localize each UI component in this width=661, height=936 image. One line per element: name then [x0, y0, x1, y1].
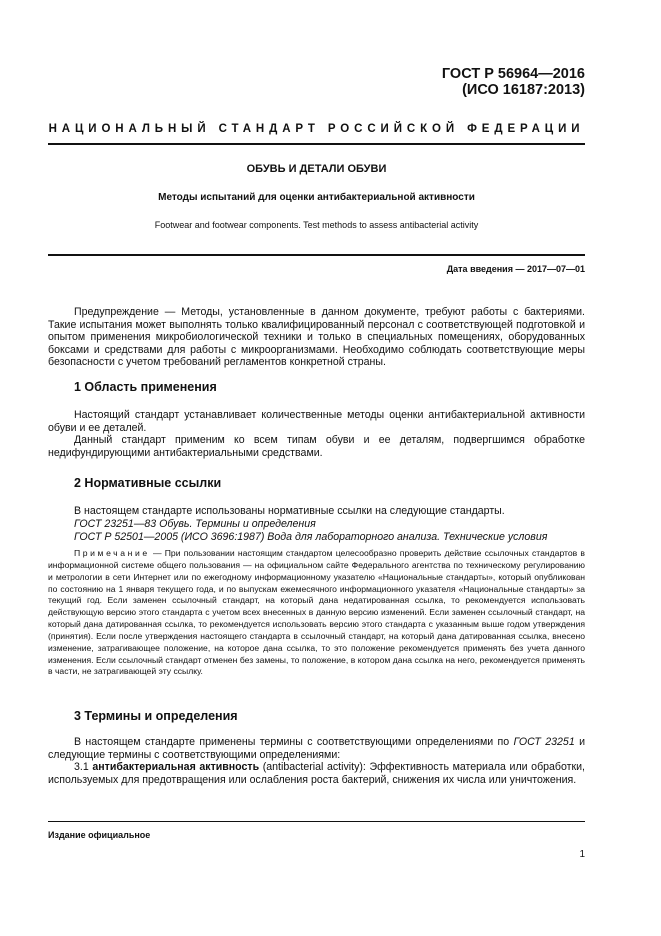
section-3-paragraph-1: В настоящем стандарте применены термины с соответствующими определениями по ГОСТ 23251 и следующие термины с соответствующими определениями:: [48, 736, 585, 761]
standard-number-iso: (ИСО 16187:2013): [462, 82, 585, 98]
page-number: 1: [579, 849, 585, 860]
section-3-heading: 3 Термины и определения: [74, 709, 238, 723]
document-title: ОБУВЬ И ДЕТАЛИ ОБУВИ: [246, 163, 387, 175]
term-3-1-definition: 3.1 антибактериальная активность (antibacterial activity): Эффективность материала или обработки, используемых для предотвращения или ослабления роста бактерий, снижения их числа или уничтожения.: [48, 761, 585, 786]
national-standard-banner: НАЦИОНАЛЬНЫЙ СТАНДАРТ РОССИЙСКОЙ ФЕДЕРАЦИИ: [48, 123, 585, 135]
note-paragraph: [48, 548, 585, 678]
section-2-paragraph-1: В настоящем стандарте использованы нормативные ссылки на следующие стандарты.: [74, 505, 505, 517]
standard-number: [442, 66, 585, 98]
standard-number-gost: ГОСТ Р 56964—2016: [441, 66, 585, 82]
note-text: — При пользовании настоящим стандартом целесообразно проверить действие ссылочных стандартов в информационной системе общего пользования — на официальном сайте Федерального агентства по техническому регулированию и метрологии в сети Интернет или по ежегодному информационному указателю «Национальные стандарты», который опубликован по состоянию на 1 января текущего года, и по выпускам ежемесячного информационного указателя «Национальные стандарты» за текущий год. Если заменен ссылочный стандарт, на который дана недатированная ссылка, то рекомендуется использовать действующую версию этого стандарта с учетом всех внесенных в данную версию изменений. Если заменен ссылочный стандарт, на который дана датированная ссылка, то рекомендуется использовать версию этого стандарта с указанным выше годом утверждения (принятия). Если после утверждения настоящего стандарта в ссылочный стандарт, на который дана датированная ссылка, внесено изменение, затрагивающее положение, на которое дана ссылка, то это положение рекомендуется применять без учета данного изменения. Если ссылочный стандарт отменен без замены, то положение, в котором дана ссылка на него, рекомендуется применять в части, не затрагивающей эту ссылку.: [48, 548, 585, 677]
section-1-paragraph-1: Настоящий стандарт устанавливает количественные методы оценки антибактериальной активности обуви и ее деталей.: [48, 409, 585, 434]
warning-paragraph: Предупреждение — Методы, установленные в данном документе, требуют работы с бактериями. Такие испытания может выполнять только квалифицированный персонал с соответствующей подготовкой и опытом применения микробиологической техники и только в специальных помещениях, оборудованных боксами и средствами для работы с микроорганизмами. Необходимо соблюдать соответствующие меры безопасности с учетом требований регламентов конкретной страны.: [48, 306, 585, 369]
footer-rule: [48, 821, 585, 822]
normative-reference-2: ГОСТ Р 52501—2005 (ИСО 3696:1987) Вода для лабораторного анализа. Технические условия: [74, 531, 548, 543]
title-rule: [48, 254, 585, 256]
section-1-heading: 1 Область применения: [74, 380, 217, 394]
section-1-paragraph-2: Данный стандарт применим ко всем типам обуви и ее деталям, подвергшимся обработке недифундирующими антибактериальными средствами.: [48, 434, 585, 459]
official-edition-label: Издание официальное: [48, 830, 151, 840]
section-2-heading: 2 Нормативные ссылки: [74, 476, 222, 490]
term-name: антибактериальная активность: [92, 761, 260, 773]
note-label: Примечание: [74, 548, 150, 558]
normative-reference-1: ГОСТ 23251—83 Обувь. Термины и определения: [74, 518, 316, 530]
introduction-date: Дата введения — 2017—07—01: [446, 264, 585, 274]
gost-23251-reference: ГОСТ 23251: [513, 736, 575, 748]
header-rule: [48, 143, 585, 145]
document-title-english: Footwear and footwear components. Test methods to assess antibacterial activity: [154, 220, 479, 230]
document-subtitle: Методы испытаний для оценки антибактериальной активности: [158, 192, 475, 203]
